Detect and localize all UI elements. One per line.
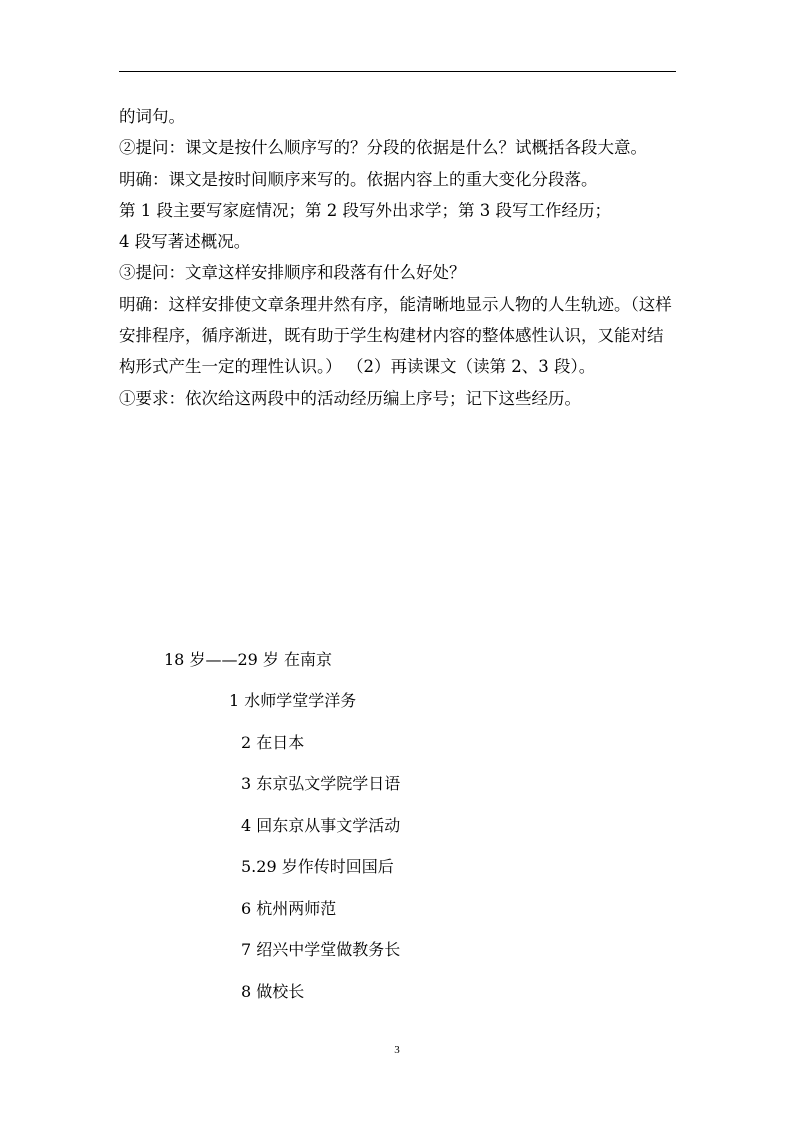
paragraph: 明确：这样安排使文章条理井然有序，能清晰地显示人物的人生轨迹。（这样安排程序，循序渐进，既有助于学生构建材内容的整体感性认识，又能对结构形式产生一定的理性认识。） （2）再读课文（读第 2、3 段）。 (119, 294, 672, 377)
paragraph: ①要求：依次给这两段中的活动经历编上序号；记下这些经历。 (119, 388, 581, 408)
paragraph: 4 段写著述概况。 (119, 232, 251, 252)
timeline-heading: 18 岁——29 岁 在南京 (164, 650, 332, 669)
page-number: 3 (394, 1044, 400, 1056)
paragraph: ③提问：文章这样安排顺序和段落有什么好处？ (119, 263, 466, 283)
timeline-item: 6 杭州两师范 (241, 899, 337, 918)
paragraph: 明确：课文是按时间顺序来写的。依据内容上的重大变化分段落。 (119, 169, 598, 189)
paragraph: 的词句。 (119, 107, 185, 126)
paragraph: ②提问：课文是按什么顺序写的？分段的依据是什么？试概括各段大意。 (119, 138, 647, 158)
timeline-item: 3 东京弘文学院学日语 (241, 774, 401, 793)
timeline-item: 4 回东京从事文学活动 (241, 816, 401, 835)
document-body (119, 101, 679, 414)
timeline-item: 8 做校长 (241, 982, 305, 1001)
timeline-item: 5.29 岁作传时回国后 (241, 857, 394, 876)
header-rule (119, 71, 676, 72)
timeline-item: 2 在日本 (241, 733, 305, 752)
paragraph: 第 1 段主要写家庭情况；第 2 段写外出求学；第 3 段写工作经历； (119, 200, 611, 220)
timeline-item: 1 水师学堂学洋务 (229, 691, 357, 710)
timeline-item: 7 绍兴中学堂做教务长 (241, 940, 401, 959)
